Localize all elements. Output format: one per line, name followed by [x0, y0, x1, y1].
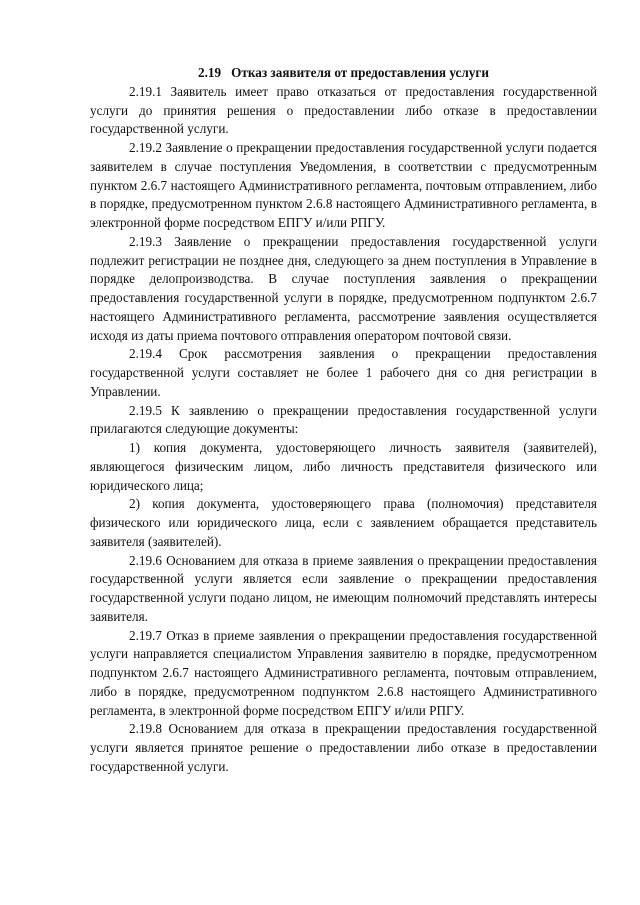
paragraph-2-19-6: 2.19.6 Основанием для отказа в приеме заявления о прекращении предоставления государственной услуги является если заявление о прекращении предоставления государственной услуги подано лицом, не имеющим полномочий представлять интересы заявителя. [90, 552, 597, 624]
paragraph-2-19-8: 2.19.8 Основанием для отказа в прекращении предоставления государственной услуги является принятое решение о предоставлении либо отказе в предоставлении государственной услуги. [90, 721, 597, 774]
document-page [90, 64, 597, 777]
paragraph-2-19-1: 2.19.1 Заявитель имеет право отказаться от предоставления государственной услуги до принятия решения о предоставлении либо отказе в предоставлении государственной услуги. [90, 83, 597, 137]
section-title: Отказ заявителя от предоставления услуги [231, 65, 489, 80]
paragraph-2-19-4: 2.19.4 Срок рассмотрения заявления о прекращении предоставления государственной услуги составляет не более 1 рабочего дня со дня регистрации в Управлении. [90, 346, 597, 399]
list-item-2: 2) копия документа, удостоверяющего права (полномочия) представителя физического или юридического лица, если с заявлением обращается представитель заявителя (заявителей). [90, 496, 597, 549]
section-heading [90, 64, 597, 83]
paragraph-2-19-3: 2.19.3 Заявление о прекращении предоставления государственной услуги подлежит регистрации не позднее дня, следующего за днем поступления в Управление в порядке делопроизводства. В случае поступления заявления о прекращении предоставления государственной услуги в порядке, предусмотренном подпунктом 2.6.7 настоящего Административного регламента, рассмотрение заявления осуществляется исходя из даты приема почтового отправления оператором почтовой связи. [90, 233, 597, 343]
paragraph-2-19-7: 2.19.7 Отказ в приеме заявления о прекращении предоставления государственной услуги направляется специалистом Управления заявителю в порядке, предусмотренном подпунктом 2.6.7 настоящего Административного регламента, почтовым отправлением, либо в порядке, предусмотренном подпунктом 2.6.8 настоящего Административного регламента, в электронной форме посредством ЕПГУ и/или РПГУ. [90, 627, 597, 718]
section-number: 2.19 [198, 65, 222, 80]
list-item-1: 1) копия документа, удостоверяющего личность заявителя (заявителей), являющегося физическим лицом, либо личность представителя физического или юридического лица; [90, 440, 597, 493]
paragraph-2-19-5: 2.19.5 К заявлению о прекращении предоставления государственной услуги прилагаются следующие документы: [90, 402, 597, 437]
paragraph-2-19-2: 2.19.2 Заявление о прекращении предоставления государственной услуги подается заявителем в случае поступления Уведомления, в соответствии с предусмотренным пунктом 2.6.7 настоящего Административного регламента, почтовым отправлением, либо в порядке, предусмотренном пунктом 2.6.8 настоящего Административного регламента, в электронной форме посредством ЕПГУ и/или РПГУ. [90, 140, 597, 230]
